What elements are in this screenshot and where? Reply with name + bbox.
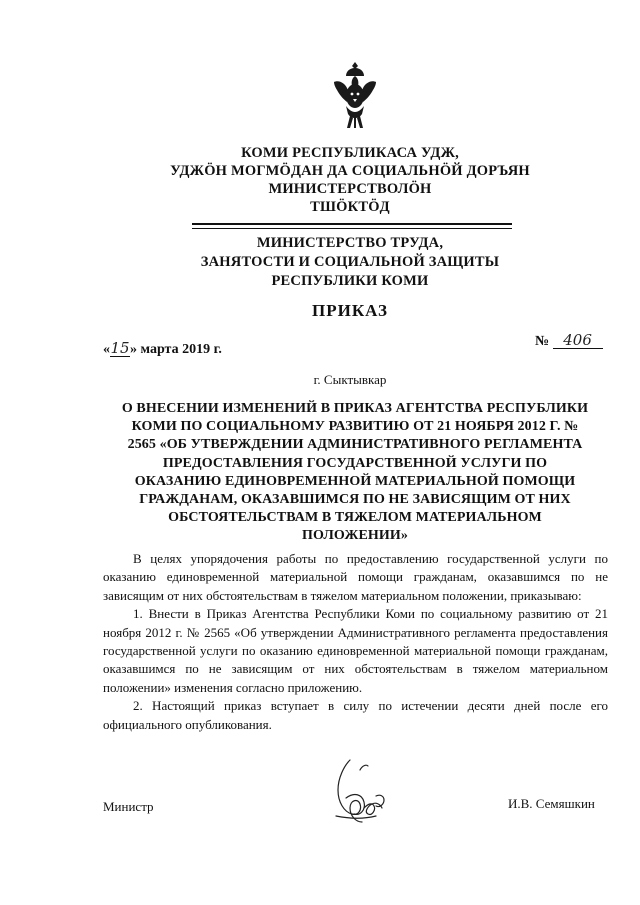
header-ministry-line: РЕСПУБЛИКИ КОМИ <box>271 273 429 289</box>
number-label: № <box>535 334 550 349</box>
header-divider-thin <box>192 228 512 229</box>
title-line: КОМИ ПО СОЦИАЛЬНОМУ РАЗВИТИЮ ОТ 21 НОЯБРЯ 2012 Г. № <box>131 419 579 435</box>
body-paragraph-item-2: 2. Настоящий приказ вступает в силу по истечении десяти дней после его официального опубликования. <box>103 698 608 732</box>
title-line: ОКАЗАНИЮ ЕДИНОВРЕМЕННОЙ МАТЕРИАЛЬНОЙ ПОМОЩИ <box>134 473 576 489</box>
order-date <box>103 340 222 358</box>
header-komi-line: ТШӦКТӦД <box>310 199 390 215</box>
signatory-role: Министр <box>103 799 154 814</box>
body-paragraph-preamble: В целях упорядочения работы по предоставлению государственной услуги по оказанию единовременной материальной помощи гражданам, оказавшимся по не зависящим от них обстоятельствам в тяжелом материальном положении, приказываю: <box>103 551 608 603</box>
body-paragraph-item-1: 1. Внести в Приказ Агентства Республики Коми по социальному развитию от 21 ноября 2012 г. № 2565 «Об утверждении Административного регламента предоставления государственной услуги по оказанию единовременной материальной помощи гражданам, оказавшимся по не зависящим от них обстоятельствам в тяжелом материальном положении» изменения согласно приложению. <box>103 606 608 695</box>
title-line: О ВНЕСЕНИИ ИЗМЕНЕНИЙ В ПРИКАЗ АГЕНТСТВА РЕСПУБЛИКИ <box>121 401 589 416</box>
title-line: ПОЛОЖЕНИИ» <box>302 528 408 544</box>
date-rest: » марта 2019 г. <box>130 342 222 357</box>
order-number <box>535 332 603 350</box>
header-ministry-line: МИНИСТЕРСТВО ТРУДА, <box>256 235 444 251</box>
city: г. Сыктывкар <box>313 372 387 387</box>
header-divider-thick <box>192 223 512 225</box>
title-line: ОБСТОЯТЕЛЬСТВАМ В ТЯЖЕЛОМ МАТЕРИАЛЬНОМ <box>168 510 542 526</box>
header-ministry <box>150 234 550 291</box>
coat-of-arms-icon <box>330 60 380 132</box>
title-line: 2565 «ОБ УТВЕРЖДЕНИИ АДМИНИСТРАТИВНОГО РЕГЛАМЕНТА <box>127 437 583 453</box>
date-day-handwritten: 15 <box>110 339 130 357</box>
title-line: ПРЕДОСТАВЛЕНИЯ ГОСУДАРСТВЕННОЙ УСЛУГИ ПО <box>162 455 548 471</box>
document-type: ПРИКАЗ <box>312 301 388 320</box>
date-open-quote: « <box>103 342 110 357</box>
header-komi <box>150 144 550 216</box>
signatory-name: И.В. Семяшкин <box>508 796 595 811</box>
header-komi-line: КОМИ РЕСПУБЛИКАСА УДЖ, <box>241 145 459 161</box>
header-komi-line: УДЖӦН МОГМӦДАН ДА СОЦИАЛЬНӦЙ ДОРЪЯН <box>170 163 530 179</box>
title-line: ГРАЖДАНАМ, ОКАЗАВШИМСЯ ПО НЕ ЗАВИСЯЩИМ ОТ НИХ <box>139 492 571 508</box>
number-handwritten: 406 <box>553 332 603 349</box>
document-body <box>103 550 608 734</box>
handwritten-signature <box>320 750 400 840</box>
header-komi-line: МИНИСТЕРСТВОЛӦН <box>268 181 432 197</box>
document-title <box>100 400 610 546</box>
header-ministry-line: ЗАНЯТОСТИ И СОЦИАЛЬНОЙ ЗАЩИТЫ <box>200 254 500 270</box>
